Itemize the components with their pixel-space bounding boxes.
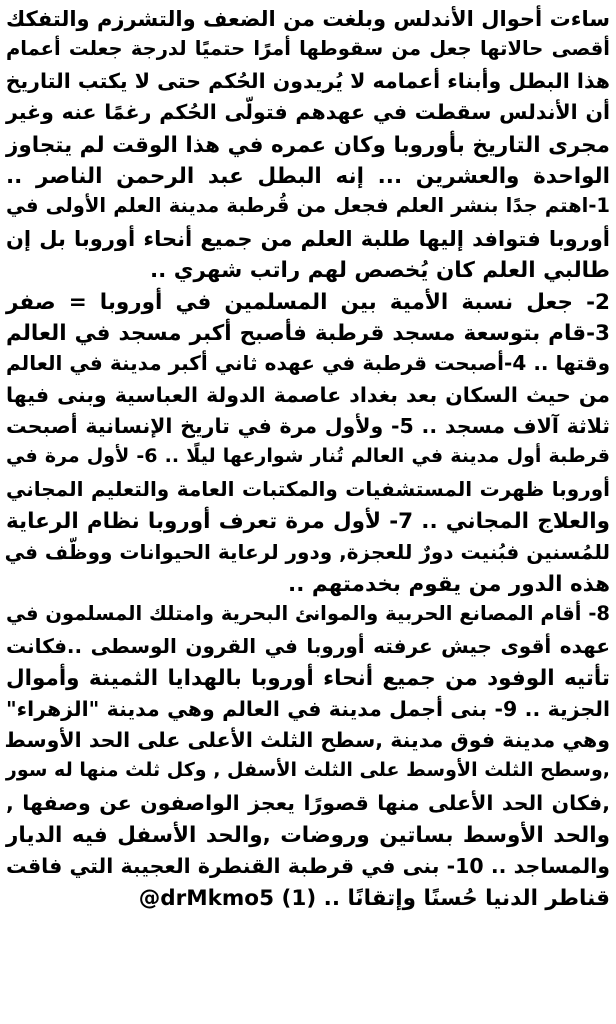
text-line: عهده أقوى جيش عرفته أوروبا في القرون الوسطى ..فكانت: [6, 633, 610, 658]
text-line: مجرى التاريخ بأوروبا وكان عمره في هذا الوقت لم يتجاوز: [6, 132, 610, 158]
text-line: وهي مدينة فوق مدينة ,سطح الثلث الأعلى على الحد الأوسط: [4, 727, 610, 752]
text-line: أن الأندلس سقطت في عهدهم فتولّى الحُكم رغمًا عنه وغير: [6, 100, 610, 125]
text-line: ساءت أحوال الأندلس وبلغت من الضعف والتشرزم والتفكك: [6, 7, 610, 31]
text-line: هذه الدور من يقوم بخدمتهم ..: [288, 572, 610, 598]
text-line: أوروبا ظهرت المستشفيات والمكتبات العامة والتعليم المجاني: [6, 476, 610, 501]
text-line: ,فكان الحد الأعلى منها قصورًا يعجز الواصفون عن وصفها ,: [6, 790, 610, 815]
text-line: 1-اهتم جدًا بنشر العلم فجعل من قُرطبة مدينة العلم الأولى في: [6, 194, 610, 218]
text-line: 3-قام بتوسعة مسجد قرطبة فأصبح أكبر مسجد في العالم: [6, 320, 610, 346]
text-line: أقصى حالاتها جعل من سقوطها أمرًا حتميًا لدرجة جعلت أعمام: [6, 37, 610, 61]
text-line: والعلاج المجاني .. 7- لأول مرة تعرف أوروبا نظام الرعاية: [6, 509, 610, 535]
text-line: 8- أقام المصانع الحربية والموانئ البحرية وامتلك المسلمون في: [6, 602, 610, 626]
text-line: من حيث السكان بعد بغداد عاصمة الدولة العباسية وبنى فيها: [6, 382, 610, 407]
text-line: أوروبا فتوافد إليها طلبة العلم من جميع أنحاء أوروبا بل إن: [6, 226, 610, 251]
text-line: قرطبة أول مدينة في العالم تُنار شوارعها ليلًا .. 6- لأول مرة في: [6, 445, 610, 468]
text-line: الجزية .. 9- بنى أجمل مدينة في العالم وهي مدينة "الزهراء": [6, 696, 610, 721]
text-line: وقتها .. 4-أصبحت قرطبة في عهده ثاني أكبر مدينة في العالم: [6, 351, 610, 376]
text-line: طالبي العلم كان يُخصص لهم راتب شهري ..: [149, 258, 610, 284]
author-handle: @drMkmo5: [138, 885, 275, 911]
closing-text: قناطر الدنيا حُسنًا وإتقانًا .. (1): [281, 885, 610, 911]
text-line: والمساجد .. 10- بنى في قرطبة القنطرة العجيبة التي فاقت: [6, 853, 610, 878]
last-text-line: [6, 883, 610, 914]
text-line: الواحدة والعشرين ... إنه البطل عبد الرحمن الناصر ..: [6, 163, 610, 189]
article-text: [6, 4, 610, 914]
text-line: 2- جعل نسبة الأمية بين المسلمين في أوروبا = صفر: [6, 289, 610, 315]
text-line: هذا البطل وأبناء أعمامه لا يُريدون الحُكم حتى لا يكتب التاريخ: [5, 68, 610, 93]
text-line: والحد الأوسط بساتين وروضات ,والحد الأسفل فيه الديار: [6, 823, 610, 849]
text-line: ,وسطح الثلث الأوسط على الثلث الأسفل , وكل ثلث منها له سور: [5, 759, 610, 782]
text-line: ثلاثة آلاف مسجد .. 5- ولأول مرة في تاريخ الإنسانية أصبحت: [6, 414, 610, 439]
text-line: تأتيه الوفود من جميع أنحاء أوروبا بالهدايا الثمينة وأموال: [6, 666, 610, 692]
text-line: للمُسنين فبُنيت دورٌ للعجزة, ودور لرعاية الحيوانات ووظّف في: [4, 539, 610, 564]
